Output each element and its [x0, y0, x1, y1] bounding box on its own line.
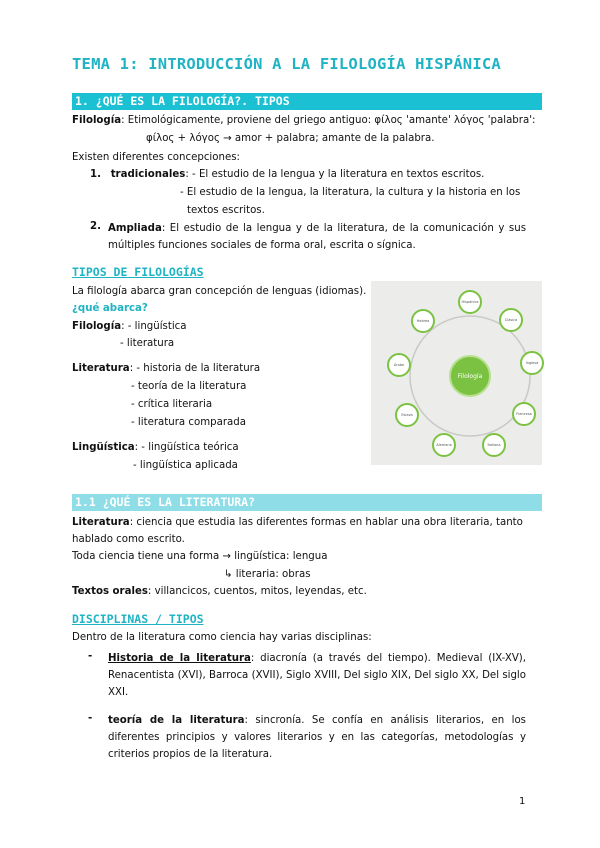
literatura-item: - literatura comparada [131, 417, 246, 428]
textos-orales-text: : villancicos, cuentos, mitos, leyendas, etc. [147, 586, 367, 597]
linguistica-label: Lingüística [72, 442, 135, 453]
diagram-node: Eslava [395, 403, 419, 427]
diagram-node: Clásica [499, 308, 523, 332]
bullet-dash: - [88, 713, 93, 724]
textos-orales [72, 585, 367, 598]
disciplinas-heading: DISCIPLINAS / TIPOS [72, 612, 204, 626]
diagram-node: Inglesa [520, 351, 544, 375]
list-number: 1. [90, 169, 101, 180]
section-heading-1: 1. ¿QUÉ ES LA FILOLOGÍA?. TIPOS [72, 93, 542, 110]
linguistica-item: : - lingüística teórica [134, 442, 239, 453]
literatura-item: - crítica literaria [131, 399, 213, 410]
literatura-item: - teoría de la literatura [131, 381, 247, 392]
literatura-text: : ciencia que estudia las diferentes formas en hablar una obra literaria, tanto [129, 517, 523, 528]
tipos-heading: TIPOS DE FILOLOGÍAS [72, 265, 204, 279]
filologia-item: - literatura [120, 338, 175, 349]
historia-text: : diacronía (a través del tiempo). Medieval (IX-XV), Renacentista (XVI), Barroca (XVII), Siglo XVIII, Del siglo XIX, Del siglo XX, Del siglo XXI. [108, 653, 527, 698]
document-title: TEMA 1: INTRODUCCIÓN A LA FILOLOGÍA HISPÁNICA [72, 55, 501, 73]
diagram-node: Italiana [482, 433, 506, 457]
filologia-item: : - lingüística [121, 321, 187, 332]
tradicionales-text-c: textos escritos. [187, 205, 265, 216]
list-item-tradicionales [90, 168, 484, 181]
disciplina-historia [108, 650, 526, 701]
historia-term: Historia de la literatura [108, 653, 251, 664]
tradicionales-text-b: - El estudio de la lengua, la literatura, la cultura y la historia en los [180, 187, 521, 198]
filologia-label: Filología [72, 321, 122, 332]
literatura-branches [72, 362, 260, 375]
filologia-text: : Etimológicamente, proviene del griego antiguo: φίλος 'amante' λόγος 'palabra': [121, 115, 536, 126]
diagram-node: Alemana [432, 433, 456, 457]
linguistica-item: - lingüística aplicada [133, 460, 238, 471]
filologia-diagram [371, 281, 542, 465]
bullet-dash: - [88, 651, 93, 662]
textos-orales-term: Textos orales [72, 586, 148, 597]
diagram-node: Hebrea [411, 309, 435, 333]
literatura-text-b: hablado como escrito. [72, 534, 185, 545]
tipos-intro: La filología abarca gran concepción de lenguas (idiomas). [72, 286, 367, 297]
teoria-term: teoría de la literatura [108, 715, 245, 726]
literaria-line: ↳ literaria: obras [224, 569, 311, 580]
linguistica-branches [72, 441, 239, 454]
diagram-node: Hispánica [458, 290, 482, 314]
ampliada-text: : El estudio de la lengua y de la literatura, de la comunicación y sus múltiples funciones sociales de forma oral, escrita o sígnica. [108, 223, 526, 251]
disciplinas-intro: Dentro de la literatura como ciencia hay varias disciplinas: [72, 632, 372, 643]
filologia-definition [72, 114, 535, 127]
literatura-label: Literatura [72, 363, 130, 374]
tradicionales-term: tradicionales [110, 169, 186, 180]
tradicionales-text-a: : - El estudio de la lengua y la literatura en textos escritos. [185, 169, 485, 180]
teoria-text: : sincronía. Se confía en análisis literarios, en los diferentes principios y valores literarios y en las categorías, metodologías y criterios propios de la literatura. [108, 715, 526, 760]
concepciones-intro: Existen diferentes concepciones: [72, 152, 240, 163]
list-number: 2. [90, 221, 101, 232]
filologia-branches [72, 320, 187, 333]
filologia-term: Filología [72, 115, 122, 126]
etymology-line: φίλος + λόγος → amor + palabra; amante de la palabra. [146, 133, 435, 144]
diagram-center-node: Filología [449, 355, 491, 397]
list-item-ampliada [108, 220, 526, 254]
ampliada-term: Ampliada [108, 223, 162, 234]
page-number: 1 [519, 796, 526, 807]
literatura-definition [72, 516, 523, 529]
diagram-node: Árabe [387, 353, 411, 377]
tipos-question: ¿qué abarca? [72, 303, 148, 314]
disciplina-teoria [108, 712, 526, 763]
ciencia-line: Toda ciencia tiene una forma → lingüística: lengua [72, 551, 328, 562]
diagram-node: Francesa [512, 402, 536, 426]
section-heading-1-1: 1.1 ¿QUÉ ES LA LITERATURA? [72, 494, 542, 511]
literatura-item: : - historia de la literatura [129, 363, 261, 374]
literatura-term: Literatura [72, 517, 130, 528]
